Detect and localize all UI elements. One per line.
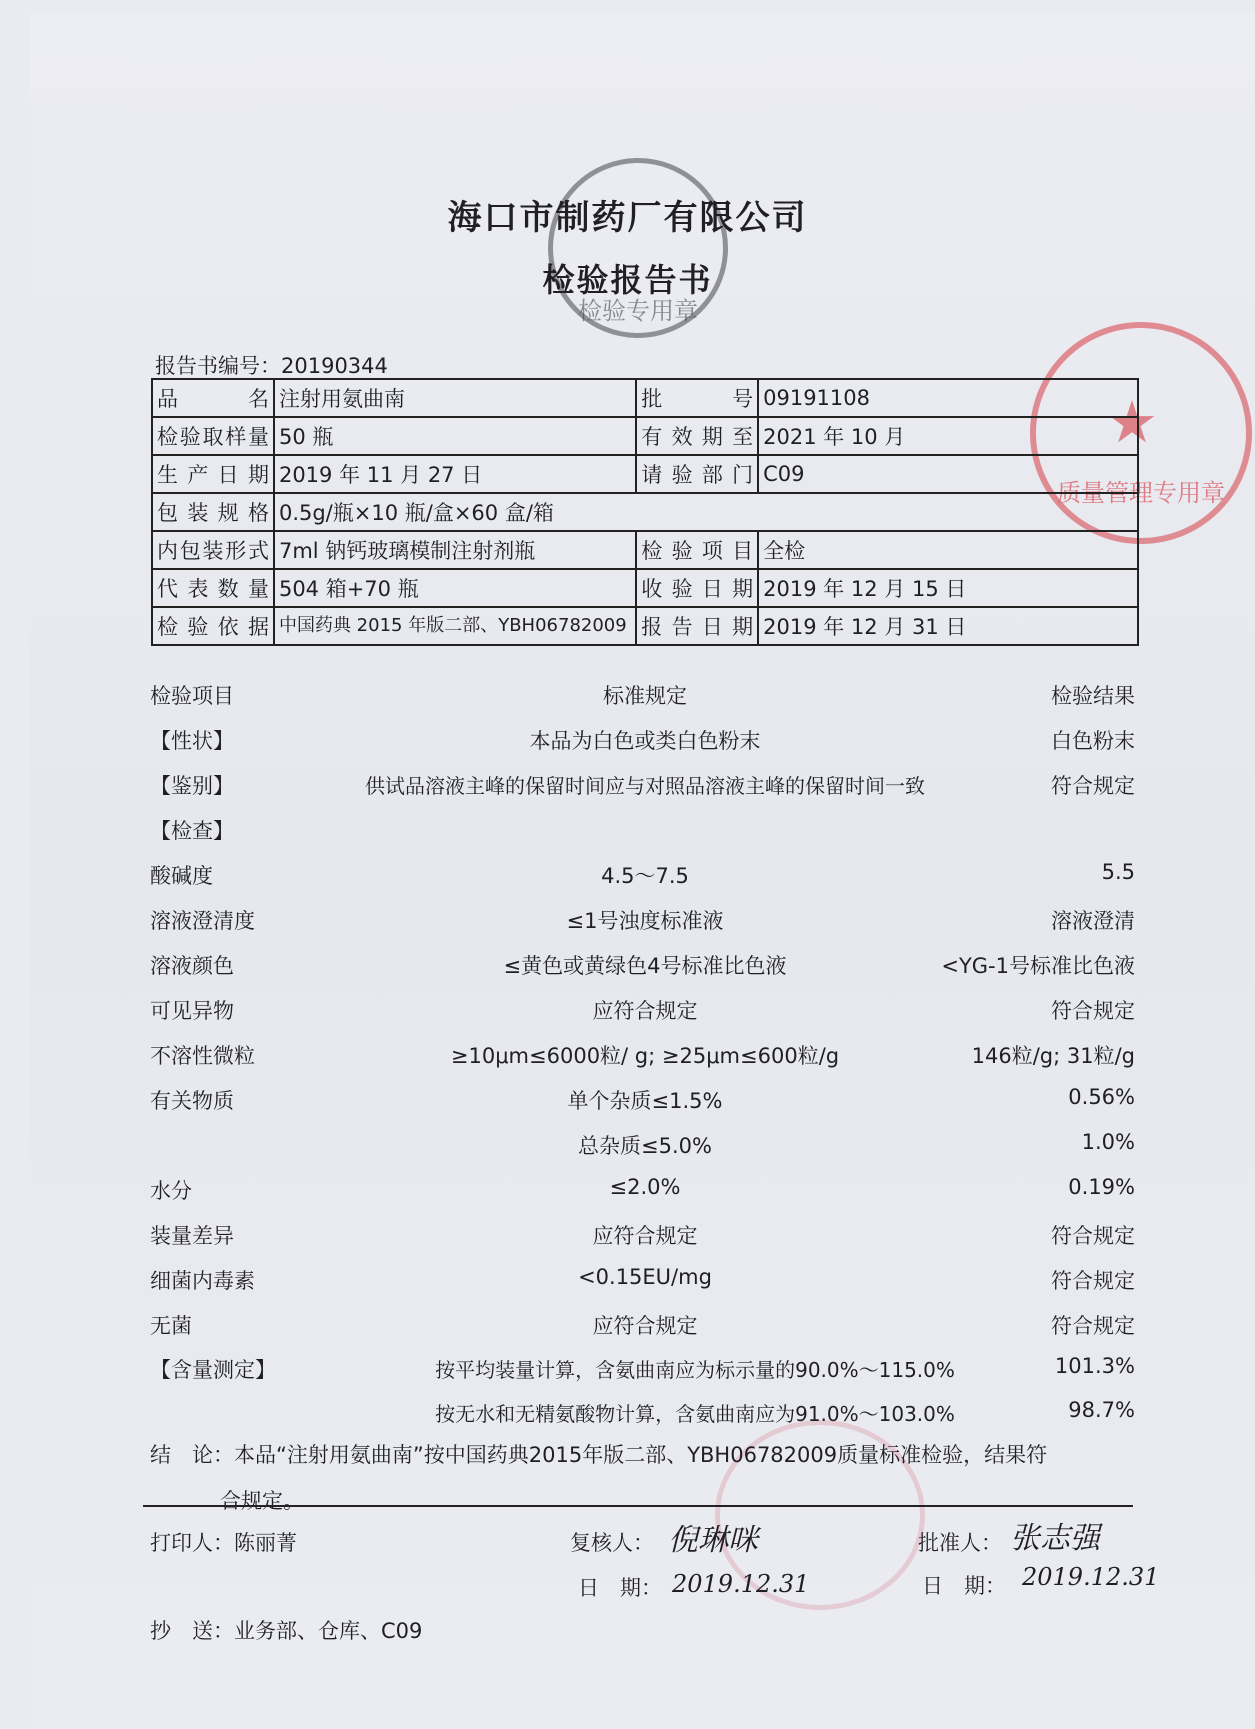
result-row: [150, 815, 1135, 855]
result-standard: 按平均装量计算，含氨曲南应为标示量的90.0%～115.0%: [435, 1358, 955, 1382]
request-dept: C09: [758, 455, 1138, 493]
result-row: [150, 950, 1135, 990]
sample-amount: 50 瓶: [274, 417, 636, 455]
result-row: [150, 1040, 1135, 1080]
header-item: 检验项目: [150, 684, 234, 708]
info-label: 检验依据: [152, 607, 274, 645]
result-item: 溶液澄清度: [150, 909, 255, 933]
result-item: 水分: [150, 1179, 192, 1203]
product-name: 注射用氨曲南: [274, 379, 636, 417]
result-standard: 应符合规定: [592, 1224, 698, 1248]
conclusion: [150, 1432, 1135, 1524]
result-row: [150, 1220, 1135, 1260]
result-row: [150, 1085, 1135, 1125]
result-row: [150, 725, 1135, 765]
info-label: 生产日期: [152, 455, 274, 493]
results-header: [150, 680, 1135, 720]
result-item: 无菌: [150, 1314, 192, 1338]
result-item: 【鉴别】: [150, 774, 234, 798]
result-value: <YG-1号标准比色液: [941, 954, 1135, 978]
info-label: 请验部门: [636, 455, 758, 493]
info-label: 检验取样量: [152, 417, 274, 455]
inspection-seal-stamp: 检验专用章: [548, 158, 728, 338]
result-standard: <0.15EU/mg: [578, 1265, 712, 1289]
result-standard: ≤黄色或黄绿色4号标准比色液: [503, 954, 787, 978]
info-row: [152, 607, 1138, 645]
result-value: 0.19%: [1068, 1175, 1135, 1199]
report-date: 2019 年 12 月 31 日: [758, 607, 1138, 645]
result-standard: 按无水和无精氨酸物计算，含氨曲南应为91.0%～103.0%: [435, 1402, 955, 1426]
quality-seal-stamp: ★ 质量管理专用章: [1030, 322, 1252, 544]
header-result: 检验结果: [1051, 684, 1135, 708]
info-label: 有效期至: [636, 417, 758, 455]
info-label: 批 号: [636, 379, 758, 417]
result-value: 符合规定: [1051, 999, 1135, 1023]
expiry-date: 2021 年 10 月: [758, 417, 1138, 455]
approve-date-label: 日 期：: [922, 1574, 1006, 1598]
test-items: 全检: [758, 531, 1138, 569]
result-value: 0.56%: [1068, 1085, 1135, 1109]
result-value: 符合规定: [1051, 1224, 1135, 1248]
info-label: 报告日期: [636, 607, 758, 645]
info-row: [152, 417, 1138, 455]
result-standard: 总杂质≤5.0%: [578, 1134, 712, 1158]
approver-label: 批准人：: [918, 1531, 1002, 1555]
inner-package: 7ml 钠钙玻璃模制注射剂瓶: [274, 531, 636, 569]
result-row: [150, 995, 1135, 1035]
result-value: 146粒/g; 31粒/g: [971, 1044, 1135, 1068]
info-row: [152, 531, 1138, 569]
batch-number: 09191108: [758, 379, 1138, 417]
info-row: [152, 455, 1138, 493]
reviewer-label: 复核人：: [570, 1531, 654, 1555]
cc-line: 抄 送：业务部、仓库、C09: [150, 1619, 423, 1643]
approve-date: 2019.12.31: [1022, 1563, 1160, 1591]
result-item: 酸碱度: [150, 864, 213, 888]
result-item: 【含量测定】: [150, 1358, 276, 1382]
result-standard: 本品为白色或类白色粉末: [529, 729, 761, 753]
result-row: [150, 860, 1135, 900]
company-name: 海口市制药厂有限公司: [447, 198, 808, 238]
represent-quantity: 504 箱+70 瓶: [274, 569, 636, 607]
reviewer-signature: 倪琳咪: [668, 1523, 758, 1558]
result-value: 溶液澄清: [1051, 909, 1135, 933]
result-row: [150, 1310, 1135, 1350]
review-date: 2019.12.31: [672, 1570, 810, 1598]
header-standard: 标准规定: [603, 684, 687, 708]
result-row: [150, 1354, 1135, 1394]
result-item: 装量差异: [150, 1224, 234, 1248]
report-title: 检验报告书: [542, 261, 713, 299]
printer: 打印人：陈丽菁: [150, 1531, 297, 1555]
test-basis: 中国药典 2015 年版二部、YBH06782009: [274, 607, 636, 645]
result-value: 101.3%: [1054, 1354, 1135, 1378]
result-value: 1.0%: [1081, 1130, 1135, 1154]
package-spec: 0.5g/瓶×10 瓶/盒×60 盒/箱: [274, 493, 1138, 531]
review-date-label: 日 期：: [578, 1576, 662, 1600]
conclusion-line-1: 结 论：本品“注射用氨曲南”按中国药典2015年版二部、YBH06782009质量标准检验，结果符: [150, 1443, 1048, 1467]
result-row: [150, 1130, 1135, 1170]
info-label: 代表数量: [152, 569, 274, 607]
divider: [143, 1505, 1133, 1507]
report-number: 报告书编号：20190344: [155, 354, 388, 378]
result-standard: ≤1号浊度标准液: [566, 909, 724, 933]
info-row: [152, 569, 1138, 607]
result-standard: ≥10μm≤6000粒/ g; ≥25μm≤600粒/g: [450, 1044, 840, 1068]
result-row: [150, 1175, 1135, 1215]
info-row: [152, 493, 1138, 531]
result-item: 可见异物: [150, 999, 234, 1023]
info-table: [151, 378, 1139, 646]
result-item: 细菌内毒素: [150, 1269, 255, 1293]
result-value: 白色粉末: [1051, 729, 1135, 753]
result-value: 符合规定: [1051, 1314, 1135, 1338]
production-date: 2019 年 11 月 27 日: [274, 455, 636, 493]
result-row: [150, 770, 1135, 810]
result-item: 【检查】: [150, 819, 234, 843]
result-item: 有关物质: [150, 1089, 234, 1113]
result-standard: 应符合规定: [592, 999, 698, 1023]
result-row: [150, 905, 1135, 945]
info-row: [152, 379, 1138, 417]
result-value: 98.7%: [1068, 1398, 1135, 1422]
result-standard: ≤2.0%: [609, 1175, 681, 1199]
result-item: 【性状】: [150, 729, 234, 753]
result-value: 5.5: [1101, 860, 1135, 884]
result-standard: 供试品溶液主峰的保留时间应与对照品溶液主峰的保留时间一致: [365, 774, 925, 798]
result-standard: 单个杂质≤1.5%: [567, 1089, 723, 1113]
result-item: 不溶性微粒: [150, 1044, 255, 1068]
conclusion-line-2: 合规定。: [220, 1489, 304, 1513]
result-standard: 应符合规定: [592, 1314, 698, 1338]
result-value: 符合规定: [1051, 774, 1135, 798]
result-standard: 4.5～7.5: [601, 864, 689, 888]
info-label: 包装规格: [152, 493, 274, 531]
receive-date: 2019 年 12 月 15 日: [758, 569, 1138, 607]
info-label: 品 名: [152, 379, 274, 417]
result-row: [150, 1265, 1135, 1305]
result-value: 符合规定: [1051, 1269, 1135, 1293]
result-item: 溶液颜色: [150, 954, 234, 978]
info-label: 检验项目: [636, 531, 758, 569]
approver-signature: 张志强: [1010, 1521, 1100, 1556]
info-label: 内包装形式: [152, 531, 274, 569]
info-label: 收验日期: [636, 569, 758, 607]
